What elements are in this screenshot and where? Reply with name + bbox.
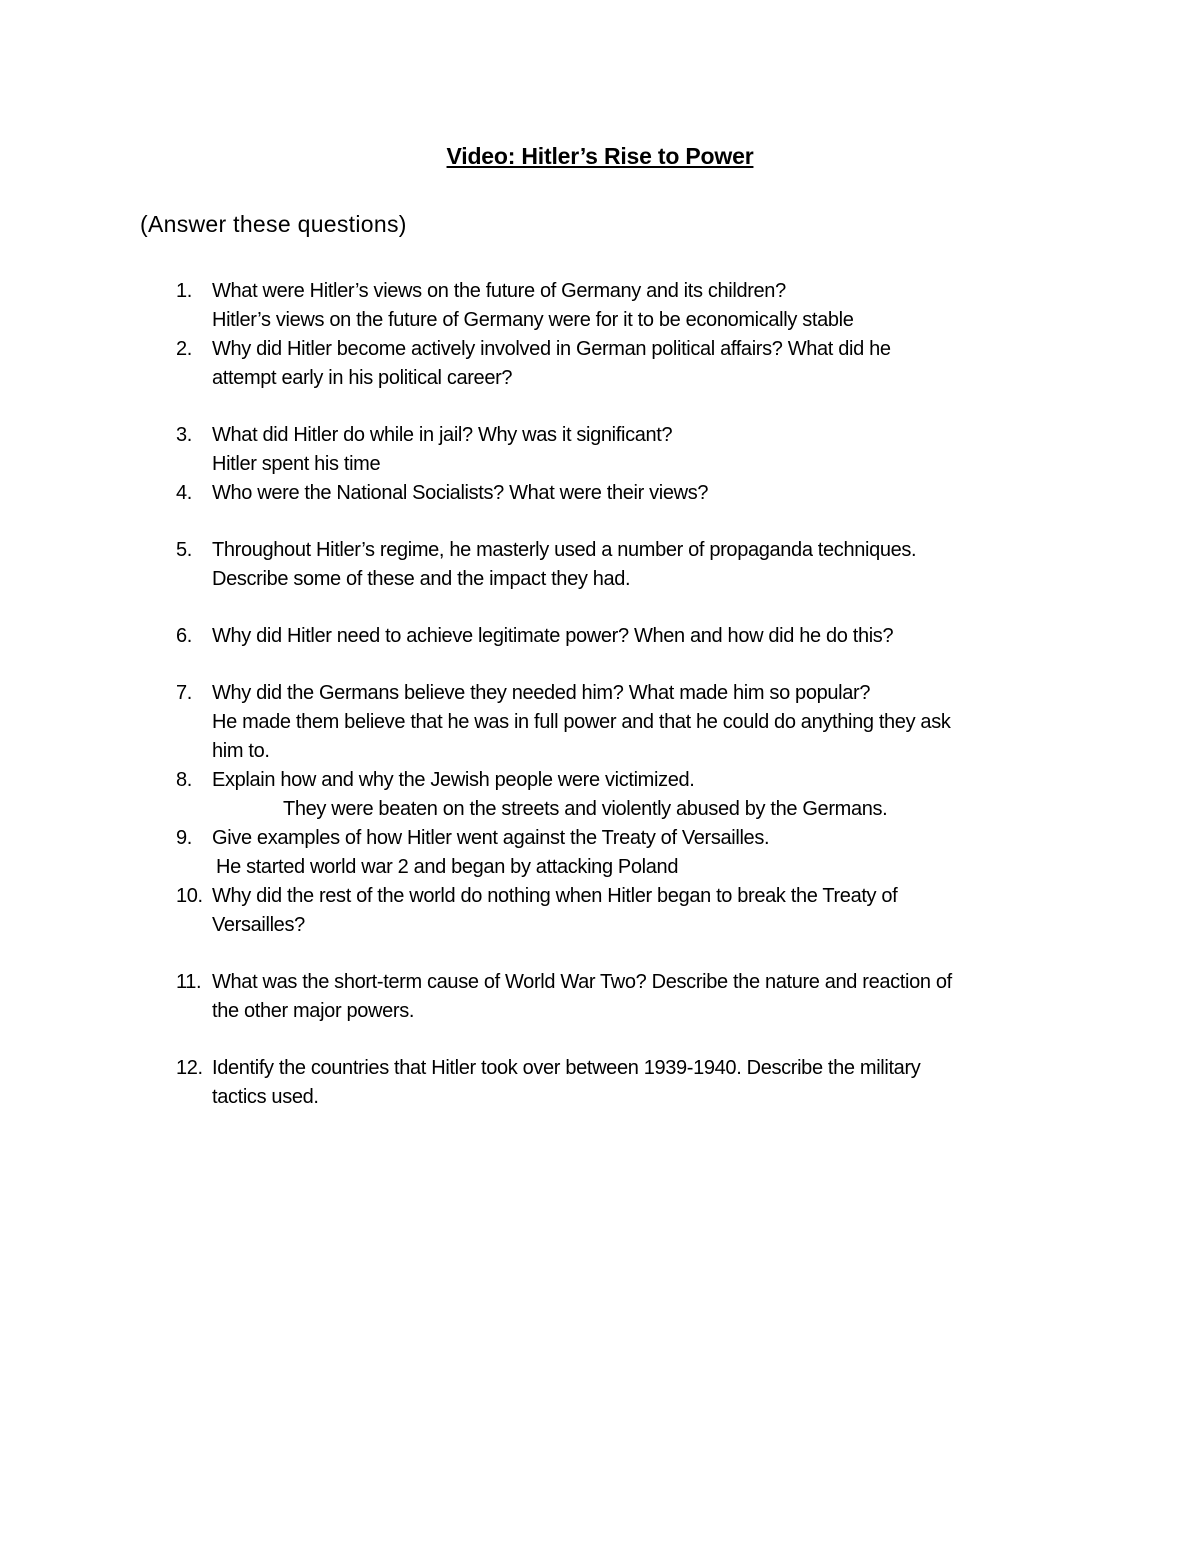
question-text: Explain how and why the Jewish people were victimized. bbox=[212, 769, 695, 791]
answer-text: Hitler’s views on the future of Germany were for it to be economically stable bbox=[212, 309, 854, 331]
question-text: What were Hitler’s views on the future of Germany and its children? bbox=[212, 280, 786, 302]
question-12 bbox=[0, 1054, 1200, 1112]
question-text: Who were the National Socialists? What were their views? bbox=[212, 482, 709, 504]
question-number: 12. bbox=[176, 1057, 203, 1079]
question-number: 6. bbox=[176, 625, 192, 647]
answer-text: He made them believe that he was in full power and that he could do anything they ask bbox=[212, 711, 951, 733]
question-3 bbox=[0, 421, 1200, 479]
question-4 bbox=[0, 479, 1200, 508]
question-7 bbox=[0, 679, 1200, 766]
answer-text: him to. bbox=[212, 740, 270, 762]
question-1 bbox=[0, 277, 1200, 335]
answer-text: They were beaten on the streets and violently abused by the Germans. bbox=[283, 798, 888, 820]
question-text: tactics used. bbox=[212, 1086, 319, 1108]
question-9 bbox=[0, 824, 1200, 882]
question-text: Throughout Hitler’s regime, he masterly used a number of propaganda techniques. bbox=[212, 539, 917, 561]
question-number: 3. bbox=[176, 424, 192, 446]
question-number: 9. bbox=[176, 827, 192, 849]
question-text: Why did Hitler need to achieve legitimate power? When and how did he do this? bbox=[212, 625, 894, 647]
question-list bbox=[0, 277, 1200, 1112]
answer-text: Hitler spent his time bbox=[212, 453, 381, 475]
question-10 bbox=[0, 882, 1200, 940]
question-text: Versailles? bbox=[212, 914, 305, 936]
question-text: Why did Hitler become actively involved in German political affairs? What did he bbox=[212, 338, 891, 360]
question-text: What was the short-term cause of World War Two? Describe the nature and reaction of bbox=[212, 971, 952, 993]
question-8 bbox=[0, 766, 1200, 824]
question-2 bbox=[0, 335, 1200, 393]
answer-text: He started world war 2 and began by attacking Poland bbox=[216, 856, 679, 878]
question-number: 7. bbox=[176, 682, 192, 704]
question-number: 10. bbox=[176, 885, 203, 907]
question-text: Give examples of how Hitler went against the Treaty of Versailles. bbox=[212, 827, 770, 849]
question-text: attempt early in his political career? bbox=[212, 367, 513, 389]
question-6 bbox=[0, 622, 1200, 651]
question-number: 4. bbox=[176, 482, 192, 504]
question-number: 1. bbox=[176, 280, 192, 302]
question-text: What did Hitler do while in jail? Why was it significant? bbox=[212, 424, 673, 446]
question-text: the other major powers. bbox=[212, 1000, 415, 1022]
question-text: Identify the countries that Hitler took over between 1939-1940. Describe the military bbox=[212, 1057, 921, 1079]
question-text: Why did the rest of the world do nothing when Hitler began to break the Treaty of bbox=[212, 885, 898, 907]
question-5 bbox=[0, 536, 1200, 594]
question-number: 11. bbox=[176, 971, 202, 993]
page-title: Video: Hitler’s Rise to Power bbox=[446, 143, 754, 169]
instructions: (Answer these questions) bbox=[140, 211, 407, 237]
question-11 bbox=[0, 968, 1200, 1026]
question-number: 5. bbox=[176, 539, 192, 561]
question-number: 8. bbox=[176, 769, 192, 791]
question-number: 2. bbox=[176, 338, 192, 360]
question-text: Describe some of these and the impact they had. bbox=[212, 568, 631, 590]
question-text: Why did the Germans believe they needed him? What made him so popular? bbox=[212, 682, 871, 704]
